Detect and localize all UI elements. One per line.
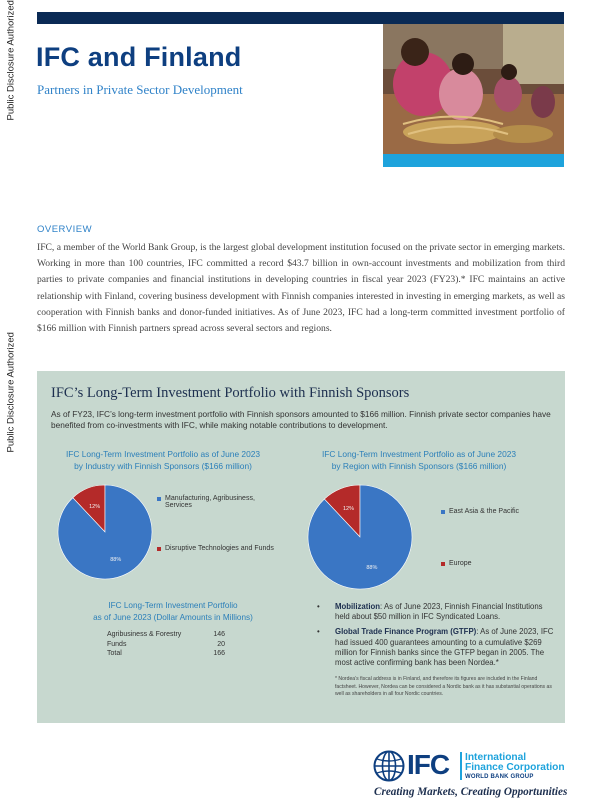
- pie-slice: [308, 485, 412, 589]
- pie-slice-label: 12%: [89, 503, 101, 510]
- table-row: [107, 640, 225, 650]
- industry-pie-chart: [57, 484, 153, 580]
- legend-swatch: [441, 510, 445, 514]
- region-pie-chart: [307, 484, 413, 590]
- portfolio-table: [107, 630, 225, 659]
- region-chart-title: [309, 448, 529, 472]
- list-item: [317, 602, 557, 622]
- ifc-logo: [373, 748, 568, 788]
- table-row: [107, 649, 225, 659]
- industry-chart-title: [63, 448, 263, 472]
- page-title: IFC and Finland: [36, 42, 242, 72]
- table-cell-label: Agribusiness & Forestry: [107, 631, 182, 638]
- portfolio-title: IFC’s Long-Term Investment Portfolio with Finnish Sponsors: [51, 385, 410, 401]
- page-subtitle: Partners in Private Sector Development: [37, 82, 243, 97]
- logo-separator: [460, 752, 462, 780]
- overview-body: IFC, a member of the World Bank Group, is the largest global development institution focused on the private sector in emerging markets. Working in more than 100 countries, IFC committed a record $43.7 billion in own-account investments and mobilization from third parties to private companies and financial institutions in developing countries in fiscal year 2023 (FY23).* IFC maintains an active relationship with Finland, covering business development with Finnish companies interested in investing in emerging markets, as well as cooperation with Finnish banks and donor-funded initiatives. As of June 2023, IFC had a long-term committed investment portfolio of $166 million with Finnish partners spread across several sectors and regions.: [37, 242, 565, 335]
- disclosure-label-top: Public Disclosure Authorized: [5, 0, 17, 121]
- bullet-text: : As of June 2023, Finnish Financial Institutions held about $50 million in IFC Syndicated Loans.: [335, 602, 543, 622]
- region-chart-title-line1: IFC Long-Term Investment Portfolio as of June 2023: [321, 449, 517, 459]
- legend-label: Disruptive Technologies and Funds: [165, 545, 274, 552]
- legend-label: Manufacturing, Agribusiness, Services: [165, 495, 255, 509]
- header-bar: [37, 12, 564, 24]
- legend-swatch: [157, 497, 161, 501]
- table-cell-value: 166: [213, 650, 225, 657]
- legend-label: Europe: [449, 560, 472, 567]
- legend-item: [157, 545, 287, 552]
- pie-slice-label: 12%: [343, 505, 355, 512]
- disclosure-label-middle: Public Disclosure Authorized: [5, 332, 17, 453]
- legend-item: [441, 508, 551, 515]
- portfolio-intro: As of FY23, IFC’s long-term investment portfolio with Finnish sponsors amounted to $166 million. Finnish private sector companies have benefited from co-investments with IFC, while making notable contributions to development.: [51, 409, 551, 430]
- photo-accent-strip: [383, 154, 564, 167]
- logo-line-1: International: [465, 752, 527, 763]
- portfolio-table-title-line2: as of June 2023 (Dollar Amounts in Millions): [93, 613, 253, 622]
- logo-line-2: Finance Corporation: [465, 762, 565, 773]
- pie-slice-label: 88%: [110, 557, 122, 564]
- portfolio-table-title-line1: IFC Long-Term Investment Portfolio: [108, 601, 238, 610]
- legend-swatch: [157, 547, 161, 551]
- table-row: [107, 630, 225, 640]
- industry-chart-title-line2: by Industry with Finnish Sponsors ($166 million): [74, 461, 252, 471]
- legend-item: [157, 495, 267, 509]
- world-globe-icon: [373, 750, 405, 782]
- pie-slice: [58, 485, 152, 579]
- bullet-icon: •: [317, 627, 320, 637]
- list-item: [317, 627, 557, 668]
- bullet-icon: •: [317, 602, 320, 611]
- table-cell-value: 20: [217, 640, 225, 648]
- table-cell-value: 146: [213, 631, 225, 638]
- overview-heading: OVERVIEW: [37, 224, 93, 235]
- logo-mark: IFC: [407, 749, 450, 780]
- table-cell-label: Total: [107, 650, 122, 657]
- bullet-heading: Global Trade Finance Program (GTFP): [335, 627, 477, 637]
- tagline: Creating Markets, Creating Opportunities: [374, 786, 568, 798]
- legend-label: East Asia & the Pacific: [449, 508, 520, 515]
- bullet-text: : As of June 2023, IFC had issued 400 guarantees amounting to a cumulative $269 million for Finnish banks since the GTFP began in 2005. The most active confirming bank has been Nordea.*: [335, 627, 554, 668]
- legend-swatch: [441, 562, 445, 566]
- region-chart-title-line2: by Region with Finnish Sponsors ($166 million): [331, 461, 507, 471]
- header-photo: [383, 24, 564, 154]
- portfolio-bullets: [317, 602, 557, 673]
- portfolio-footnote: * Nordea’s fiscal address is in Finland, and therefore its figures are included in the Finland factsheet. However, Nordea can be considered a Nordic bank as it has substantial operations as well as shareholders in all four Nordic countries.: [335, 676, 552, 698]
- pie-slice-label: 88%: [366, 564, 378, 571]
- bullet-heading: Mobilization: [335, 602, 381, 611]
- portfolio-table-title: [73, 600, 273, 624]
- photo-women-weaving-baskets-icon: [383, 24, 564, 154]
- legend-item: [441, 560, 551, 567]
- table-cell-label: Funds: [107, 640, 127, 648]
- logo-group: WORLD BANK GROUP: [465, 774, 534, 780]
- portfolio-panel: [37, 371, 565, 723]
- industry-chart-title-line1: IFC Long-Term Investment Portfolio as of June 2023: [65, 449, 261, 459]
